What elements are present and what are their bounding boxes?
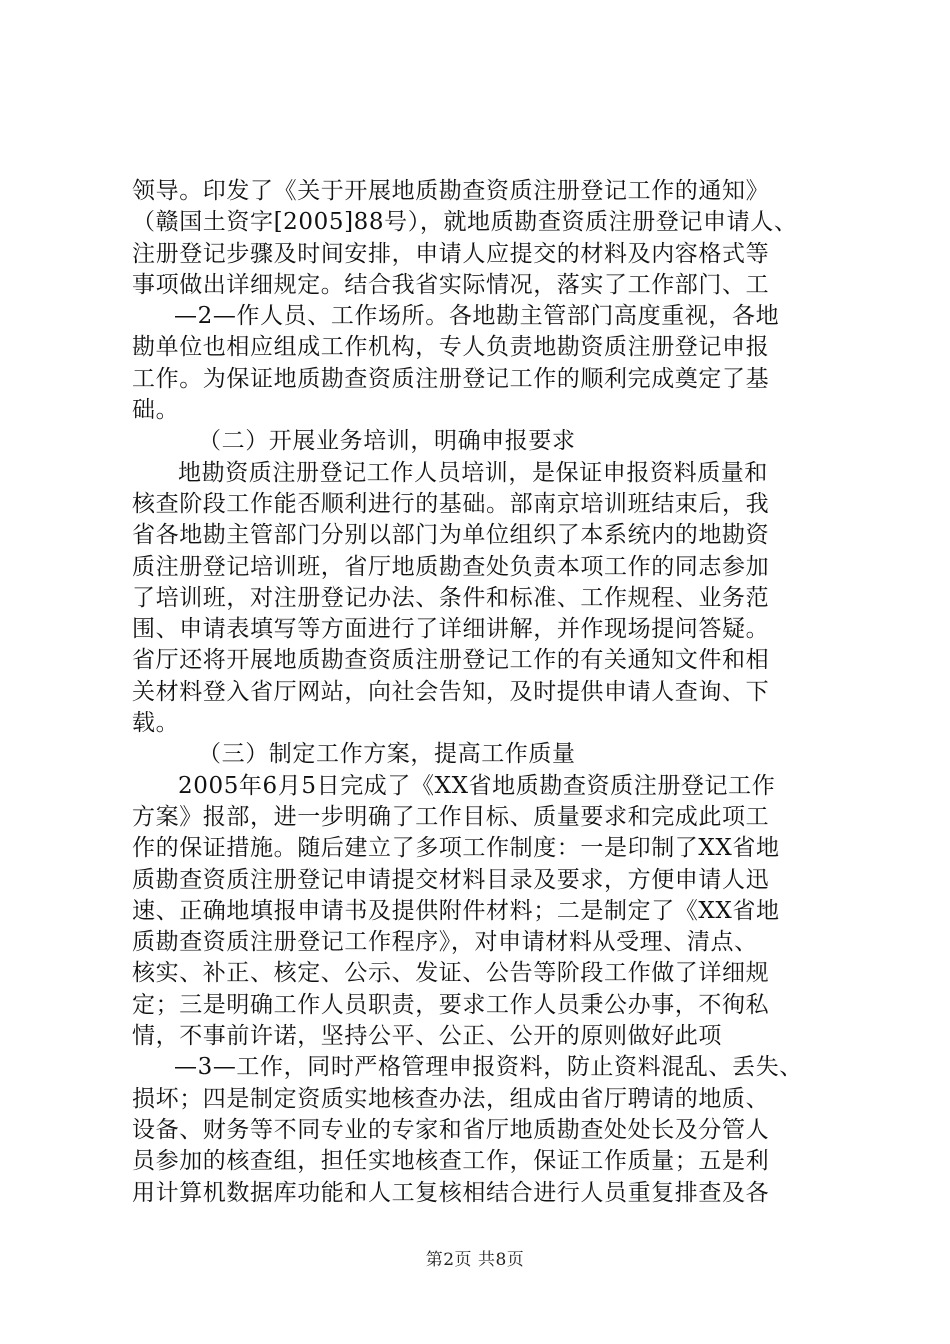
text-line: 围、申请表填写等方面进行了详细讲解，并作现场提问答疑。 (132, 616, 770, 643)
text-line-page-marker: —3—工作，同时严格管理申报资料，防止资料混乱、丢失、 (174, 1054, 803, 1081)
text-line: 载。 (132, 710, 180, 737)
text-line: 作的保证措施。随后建立了多项工作制度：一是印制了XX省地 (132, 835, 780, 862)
text-line: 注册登记步骤及时间安排，申请人应提交的材料及内容格式等 (132, 240, 770, 267)
text-line: 情，不事前许诺，坚持公平、公正、公开的原则做好此项 (132, 1023, 722, 1050)
text-line: 省各地勘主管部门分别以部门为单位组织了本系统内的地勘资 (132, 522, 770, 549)
text-line: 质勘查资质注册登记工作程序》，对申请材料从受理、清点、 (132, 929, 758, 956)
text-line: 领导。印发了《关于开展地质勘查资质注册登记工作的通知》 (132, 178, 770, 204)
text-line: 事项做出详细规定。结合我省实际情况，落实了工作部门、工 (132, 271, 770, 298)
text-line: 速、正确地填报申请书及提供附件材料；二是制定了《XX省地 (132, 897, 780, 924)
text-line: 关材料登入省厅网站，向社会告知，及时提供申请人查询、下 (132, 678, 770, 705)
text-line: 核实、补正、核定、公示、发证、公告等阶段工作做了详细规 (132, 960, 770, 987)
text-line: 工作。为保证地质勘查资质注册登记工作的顺利完成奠定了基 (132, 365, 770, 392)
text-line: 了培训班，对注册登记办法、条件和标准、工作规程、业务范 (132, 584, 770, 611)
text-line: （赣国土资字[2005]88号），就地质勘查资质注册登记申请人、 (132, 209, 798, 236)
section-heading: （二）开展业务培训，明确申报要求 (198, 428, 576, 455)
text-line: 用计算机数据库功能和人工复核相结合进行人员重复排查及各 (132, 1179, 770, 1206)
text-line-page-marker: —2—作人员、工作场所。各地勘主管部门高度重视，各地 (174, 303, 780, 330)
text-line: 质勘查资质注册登记申请提交材料目录及要求，方便申请人迅 (132, 866, 770, 893)
text-line: 方案》报部，进一步明确了工作目标、质量要求和完成此项工 (132, 803, 770, 830)
paragraph-start: 2005年6月5日完成了《XX省地质勘查资质注册登记工作 (178, 772, 776, 799)
text-line: 员参加的核查组，担任实地核查工作，保证工作质量；五是利 (132, 1148, 770, 1175)
paragraph-start: 地勘资质注册登记工作人员培训，是保证申报资料质量和 (178, 459, 768, 486)
text-line: 省厅还将开展地质勘查资质注册登记工作的有关通知文件和相 (132, 647, 770, 674)
text-line: 质注册登记培训班，省厅地质勘查处负责本项工作的同志参加 (132, 553, 770, 580)
text-line: 础。 (132, 397, 180, 424)
text-line: 损坏；四是制定资质实地核查办法，组成由省厅聘请的地质、 (132, 1085, 770, 1112)
text-line: 定；三是明确工作人员职责，要求工作人员秉公办事，不徇私 (132, 991, 770, 1018)
text-line: 勘单位也相应组成工作机构，专人负责地勘资质注册登记申报 (132, 334, 770, 361)
page-number-footer: 第2页 共8页 (425, 1250, 525, 1270)
text-line: 设备、财务等不同专业的专家和省厅地质勘查处处长及分管人 (132, 1116, 770, 1143)
text-line: 核查阶段工作能否顺利进行的基础。部南京培训班结束后，我 (132, 490, 770, 517)
section-heading: （三）制定工作方案，提高工作质量 (198, 741, 576, 768)
document-body (132, 176, 852, 1209)
